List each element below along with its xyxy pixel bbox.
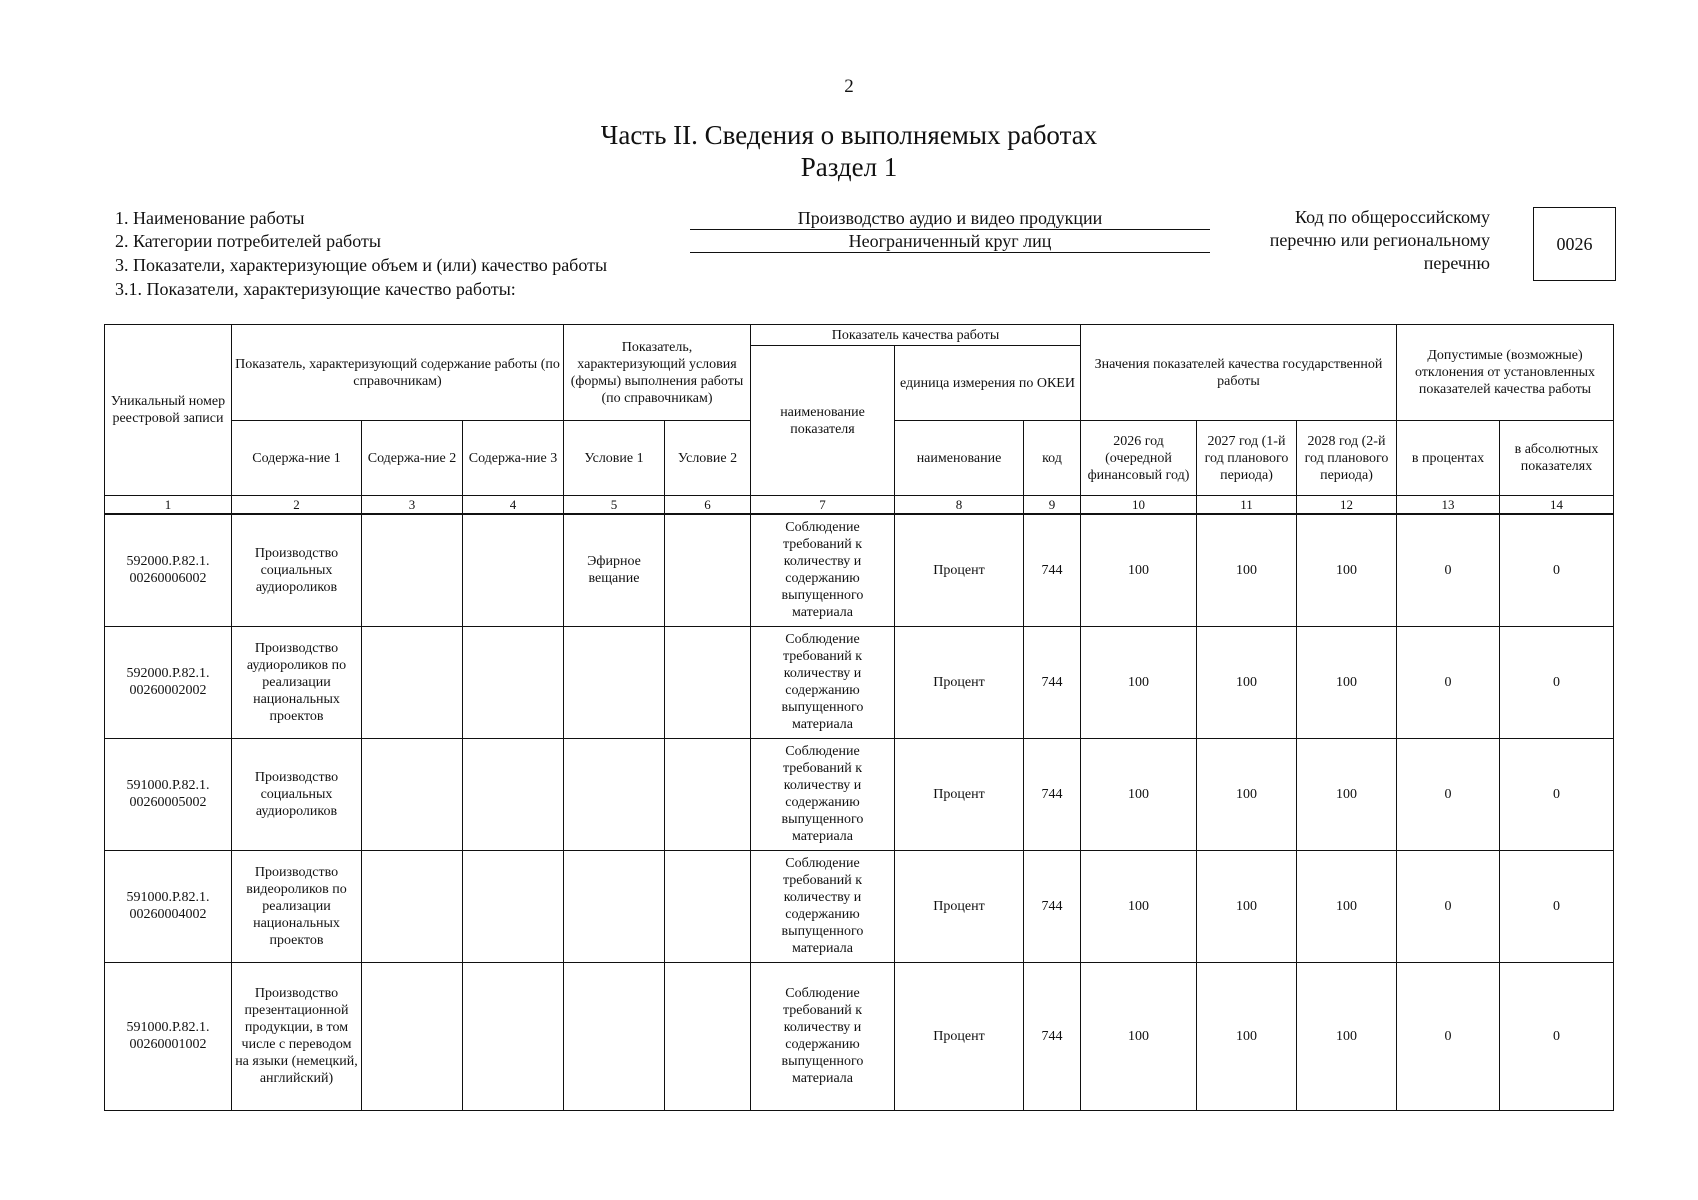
indicator-name: Соблюдение требований к количеству и содержанию выпущенного материала [751, 626, 895, 738]
header-registry: Уникальный номер реестровой записи [105, 325, 232, 496]
condition-1 [564, 626, 665, 738]
unit-code: 744 [1024, 626, 1081, 738]
content-3 [463, 626, 564, 738]
column-number: 5 [564, 496, 665, 515]
page-number: 2 [844, 76, 854, 97]
indicator-name: Соблюдение требований к количеству и содержанию выпущенного материала [751, 850, 895, 962]
deviation-absolute: 0 [1500, 850, 1614, 962]
indicators-heading: 3. Показатели, характеризующие объем и (или) качество работы [115, 255, 608, 275]
column-number: 11 [1197, 496, 1297, 515]
unit-name: Процент [895, 626, 1024, 738]
content-3 [463, 514, 564, 626]
value-2028: 100 [1297, 626, 1397, 738]
header-unit-group: единица измерения по ОКЕИ [895, 346, 1081, 421]
content-3 [463, 850, 564, 962]
table-row [105, 850, 1614, 962]
column-number: 2 [232, 496, 362, 515]
column-number: 14 [1500, 496, 1614, 515]
header-quality-group: Показатель качества работы [751, 325, 1081, 346]
page-title: Часть II. Сведения о выполняемых работах [600, 120, 1098, 150]
condition-2 [665, 738, 751, 850]
header-indicator-name: наименование показателя [751, 346, 895, 496]
value-2026: 100 [1081, 514, 1197, 626]
table-row [105, 738, 1614, 850]
code-label [1230, 206, 1490, 275]
deviation-absolute: 0 [1500, 738, 1614, 850]
header-content-2: Содержа-ние 2 [362, 421, 463, 496]
condition-1: Эфирное вещание [564, 514, 665, 626]
condition-1 [564, 962, 665, 1110]
value-2027: 100 [1197, 626, 1297, 738]
header-year-2028: 2028 год (2-й год планового периода) [1297, 421, 1397, 496]
content-1: Производство аудиороликов по реализации национальных проектов [232, 626, 362, 738]
header-conditions-group: Показатель, характеризующий условия (формы) выполнения работы (по справочникам) [564, 325, 751, 421]
code-label-line: перечню или региональному [1269, 230, 1490, 250]
unit-name: Процент [895, 962, 1024, 1110]
indicator-name: Соблюдение требований к количеству и содержанию выпущенного материала [751, 514, 895, 626]
column-number: 10 [1081, 496, 1197, 515]
unit-name: Процент [895, 738, 1024, 850]
value-2028: 100 [1297, 850, 1397, 962]
deviation-percent: 0 [1397, 514, 1500, 626]
header-values-group: Значения показателей качества государственной работы [1081, 325, 1397, 421]
deviation-absolute: 0 [1500, 514, 1614, 626]
unit-code: 744 [1024, 962, 1081, 1110]
column-number: 8 [895, 496, 1024, 515]
column-number: 7 [751, 496, 895, 515]
header-unit-code: код [1024, 421, 1081, 496]
column-number: 1 [105, 496, 232, 515]
code-box: 0026 [1533, 207, 1616, 281]
consumer-category-value: Неограниченный круг лиц [690, 230, 1210, 253]
header-deviation-absolute: в абсолютных показателях [1500, 421, 1614, 496]
unit-name: Процент [895, 514, 1024, 626]
deviation-absolute: 0 [1500, 962, 1614, 1110]
registry-number: 591000.Р.82.1. 00260004002 [105, 850, 232, 962]
deviation-absolute: 0 [1500, 626, 1614, 738]
unit-code: 744 [1024, 738, 1081, 850]
header-year-2026: 2026 год (очередной финансовый год) [1081, 421, 1197, 496]
condition-1 [564, 850, 665, 962]
value-2026: 100 [1081, 738, 1197, 850]
value-2027: 100 [1197, 962, 1297, 1110]
work-name-label: 1. Наименование работы [115, 208, 305, 228]
value-2027: 100 [1197, 850, 1297, 962]
value-2026: 100 [1081, 626, 1197, 738]
condition-2 [665, 626, 751, 738]
table-row [105, 514, 1614, 626]
header-content-group: Показатель, характеризующий содержание работы (по справочникам) [232, 325, 564, 421]
header-deviations-group: Допустимые (возможные) отклонения от установленных показателей качества работы [1397, 325, 1614, 421]
column-number: 12 [1297, 496, 1397, 515]
value-2027: 100 [1197, 738, 1297, 850]
registry-number: 592000.Р.82.1. 00260002002 [105, 626, 232, 738]
indicator-name: Соблюдение требований к количеству и содержанию выпущенного материала [751, 962, 895, 1110]
header-year-2027: 2027 год (1-й год планового периода) [1197, 421, 1297, 496]
content-2 [362, 962, 463, 1110]
deviation-percent: 0 [1397, 962, 1500, 1110]
indicator-name: Соблюдение требований к количеству и содержанию выпущенного материала [751, 738, 895, 850]
condition-2 [665, 514, 751, 626]
header-condition-2: Условие 2 [665, 421, 751, 496]
consumer-category-label: 2. Категории потребителей работы [115, 231, 381, 251]
deviation-percent: 0 [1397, 850, 1500, 962]
content-2 [362, 850, 463, 962]
registry-number: 591000.Р.82.1. 00260001002 [105, 962, 232, 1110]
value-2026: 100 [1081, 850, 1197, 962]
header-condition-1: Условие 1 [564, 421, 665, 496]
quality-indicators-heading: 3.1. Показатели, характеризующие качество работы: [115, 279, 516, 299]
code-label-line: перечню [1423, 253, 1490, 273]
condition-2 [665, 850, 751, 962]
column-number: 3 [362, 496, 463, 515]
work-name-value: Производство аудио и видео продукции [690, 207, 1210, 230]
header-content-1: Содержа-ние 1 [232, 421, 362, 496]
content-3 [463, 738, 564, 850]
content-1: Производство видеороликов по реализации национальных проектов [232, 850, 362, 962]
registry-number: 592000.Р.82.1. 00260006002 [105, 514, 232, 626]
value-2028: 100 [1297, 738, 1397, 850]
table-row [105, 626, 1614, 738]
content-2 [362, 626, 463, 738]
content-1: Производство социальных аудиороликов [232, 514, 362, 626]
quality-indicators-table [104, 324, 1614, 1111]
registry-number: 591000.Р.82.1. 00260005002 [105, 738, 232, 850]
unit-code: 744 [1024, 514, 1081, 626]
header-unit-name: наименование [895, 421, 1024, 496]
value-2028: 100 [1297, 962, 1397, 1110]
content-3 [463, 962, 564, 1110]
condition-2 [665, 962, 751, 1110]
column-number: 6 [665, 496, 751, 515]
table-row [105, 962, 1614, 1110]
code-label-line: Код по общероссийскому [1295, 207, 1490, 227]
deviation-percent: 0 [1397, 626, 1500, 738]
column-number: 9 [1024, 496, 1081, 515]
unit-name: Процент [895, 850, 1024, 962]
column-number: 4 [463, 496, 564, 515]
content-1: Производство презентационной продукции, в том числе с переводом на языки (немецкий, английский) [232, 962, 362, 1110]
value-2026: 100 [1081, 962, 1197, 1110]
deviation-percent: 0 [1397, 738, 1500, 850]
content-2 [362, 514, 463, 626]
section-title: Раздел 1 [800, 152, 898, 182]
value-2028: 100 [1297, 514, 1397, 626]
column-number: 13 [1397, 496, 1500, 515]
header-content-3: Содержа-ние 3 [463, 421, 564, 496]
content-1: Производство социальных аудиороликов [232, 738, 362, 850]
condition-1 [564, 738, 665, 850]
value-2027: 100 [1197, 514, 1297, 626]
header-deviation-percent: в процентах [1397, 421, 1500, 496]
unit-code: 744 [1024, 850, 1081, 962]
content-2 [362, 738, 463, 850]
